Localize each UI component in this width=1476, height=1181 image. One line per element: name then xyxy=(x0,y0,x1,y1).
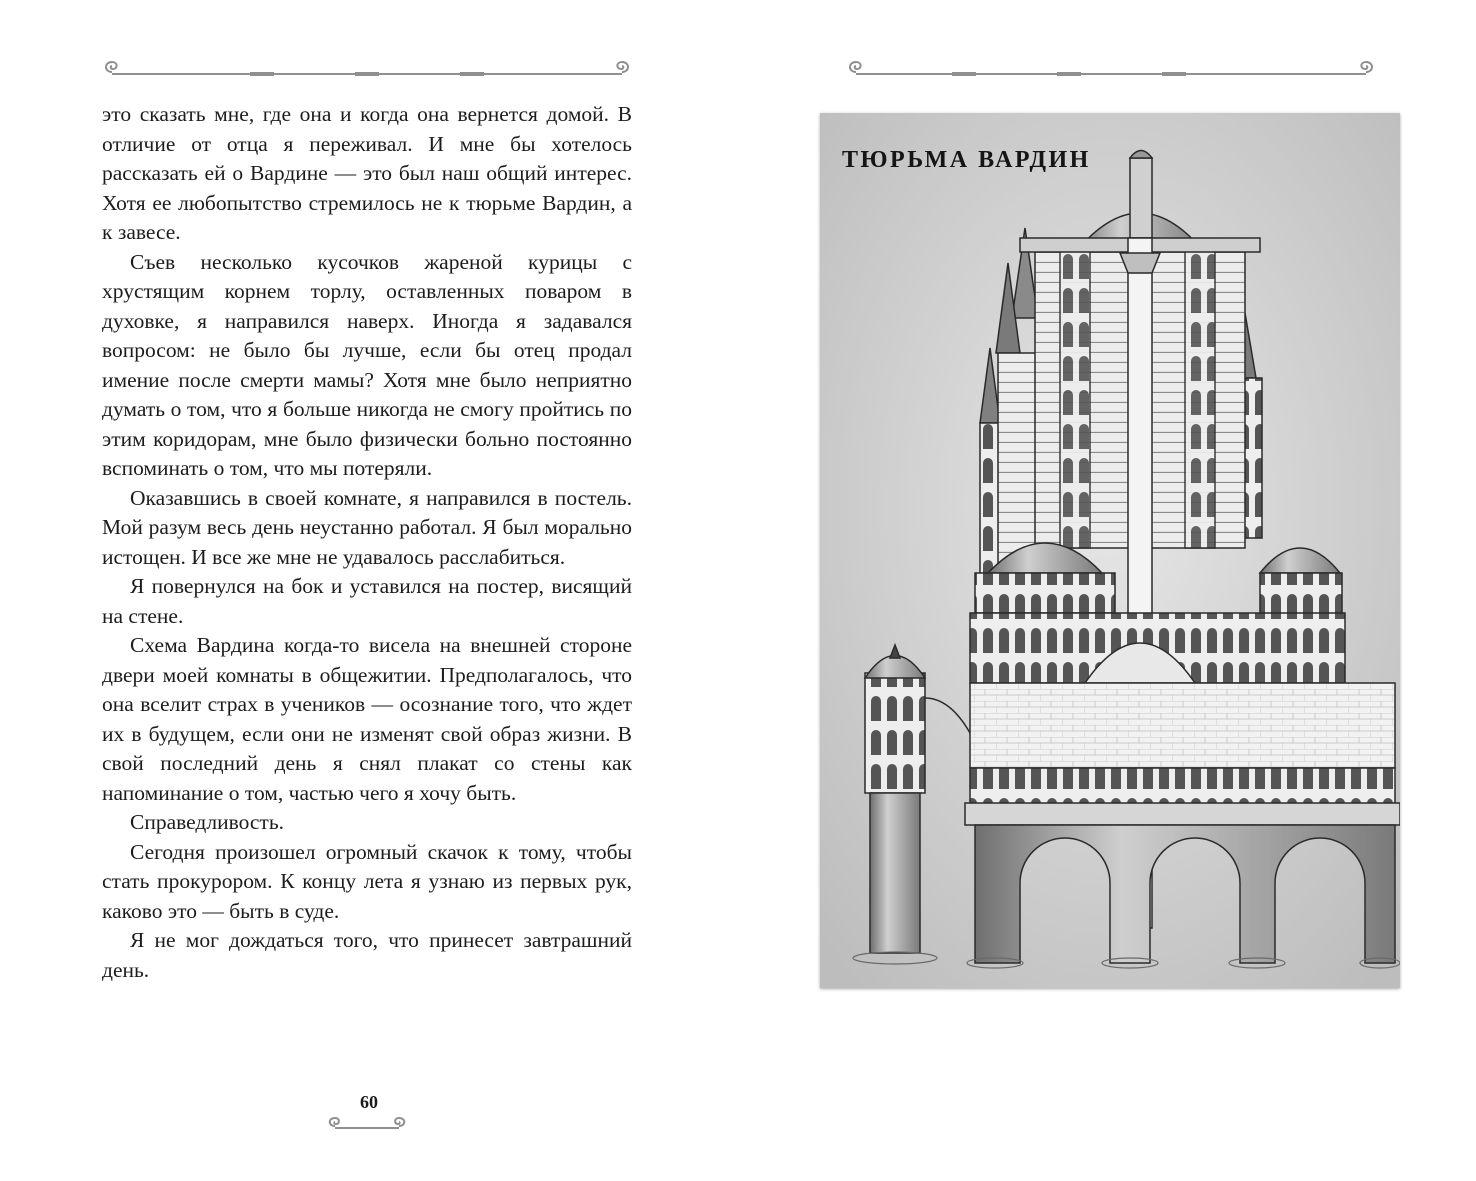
paragraph: Схема Вардина когда-то висела на внешней стороне двери моей комнаты в общежитии. Предполагалось, что она вселит страх в учеников — осознание того, что ждет их в будущем, если они не изменят свой образ жизни. В свой последний день я снял плакат со стены как напоминание о том, частью чего я хочу быть. xyxy=(102,633,632,805)
right-page xyxy=(738,0,1476,1181)
tower-drawing-icon xyxy=(820,113,1400,988)
paragraph: это сказать мне, где она и когда она вернется домой. В отличие от отца я переживал. И мне бы хотелось рассказать ей о Вардине — это был наш общий интерес. Хотя ее любопытство стремилось не к тюрьме Вардин, а к завесе. xyxy=(102,102,632,244)
ornament-top-icon xyxy=(100,56,634,82)
paragraph: Я повернулся на бок и уставился на постер, висящий на стене. xyxy=(102,574,632,628)
illustration-title: ТЮРЬМА ВАРДИН xyxy=(842,147,1091,173)
body-text xyxy=(102,100,632,985)
paragraph: Съев несколько кусочков жареной курицы с хрустящим корнем торлу, оставленных поваром в духовке, я направился наверх. Иногда я задавался вопросом: не было бы лучше, если бы отец продал имение после смерти мамы? Хотя мне было неприятно думать о том, что я больше никогда не смогу пройтись по этим коридорам, мне было физически больно постоянно вспоминать о том, что мы потеряли. xyxy=(102,249,632,480)
paragraph: Я не мог дождаться того, что принесет завтрашний день. xyxy=(102,928,632,982)
paragraph: Сегодня произошел огромный скачок к тому, чтобы стать прокурором. К концу лета я узнаю из первых рук, каково это — быть в суде. xyxy=(102,839,632,923)
prison-illustration xyxy=(820,113,1400,988)
ornament-top-icon xyxy=(844,56,1378,82)
paragraph: Оказавшись в своей комнате, я направился в постель. Мой разум весь день неустанно работал. Я был морально истощен. И все же мне не удавалось расслабиться. xyxy=(102,485,632,569)
ornament-bottom-icon xyxy=(325,1114,409,1134)
paragraph: Справедливость. xyxy=(130,810,285,834)
page-number: 60 xyxy=(360,1092,378,1112)
